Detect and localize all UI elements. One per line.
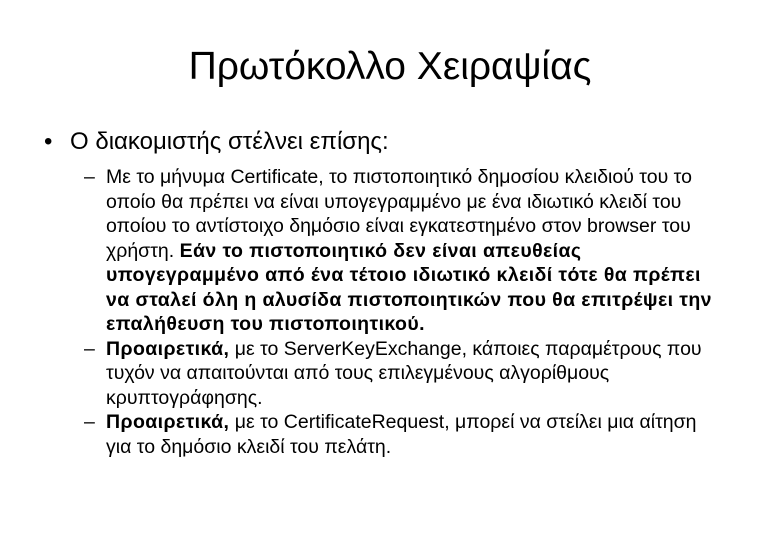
dash-marker: –	[84, 411, 95, 433]
main-bullet	[44, 126, 389, 158]
dash-marker: –	[84, 166, 95, 188]
dash-marker: –	[84, 337, 95, 360]
sub-bullet-bold-lead: Προαιρετικά,	[106, 337, 230, 360]
sub-bullet-list	[84, 165, 724, 459]
slide-title: Πρωτόκολλο Χειραψίας	[188, 45, 592, 88]
sub-bullet-text: Με το μήνυμα Certificate, το πιστοποιητικό δημοσίου κλειδιού του το οποίο θα πρέπει να είναι υπογεγραμμένο με ένα ιδιωτικό κλειδί του οποίου το αντίστοιχο δημόσιο είναι εγκατεστημένο στον browser του χρήστη.	[106, 166, 692, 262]
sub-bullet-bold-lead: Προαιρετικά,	[106, 411, 230, 433]
main-bullet-text: Ο διακομιστής στέλνει επίσης:	[70, 128, 389, 155]
sub-bullet-bold-text: Εάν το πιστοποιητικό δεν είναι απευθείας υπογεγραμμένο από ένα τέτοιο ιδιωτικό κλειδί τότε θα πρέπει να σταλεί όλη η αλυσίδα πιστοποιητικών που θα επιτρέψει την επαλήθευση του πιστοποιητικού.	[106, 239, 712, 335]
sub-bullet-certificate	[84, 165, 724, 337]
sub-bullet-text: με το ServerKeyExchange, κάποιες παραμέτρους που τυχόν να απαιτούνται από τους επιλεγμένους αλγορίθμους κρυπτογράφησης.	[106, 337, 702, 409]
sub-bullet-certificaterequest	[84, 410, 724, 459]
sub-bullet-text: με το CertificateRequest, μπορεί να στείλει μια αίτηση για το δημόσιο κλειδί του πελάτη.	[106, 411, 697, 458]
bullet-marker: •	[44, 128, 53, 155]
sub-bullet-serverkeyexchange	[84, 337, 724, 411]
